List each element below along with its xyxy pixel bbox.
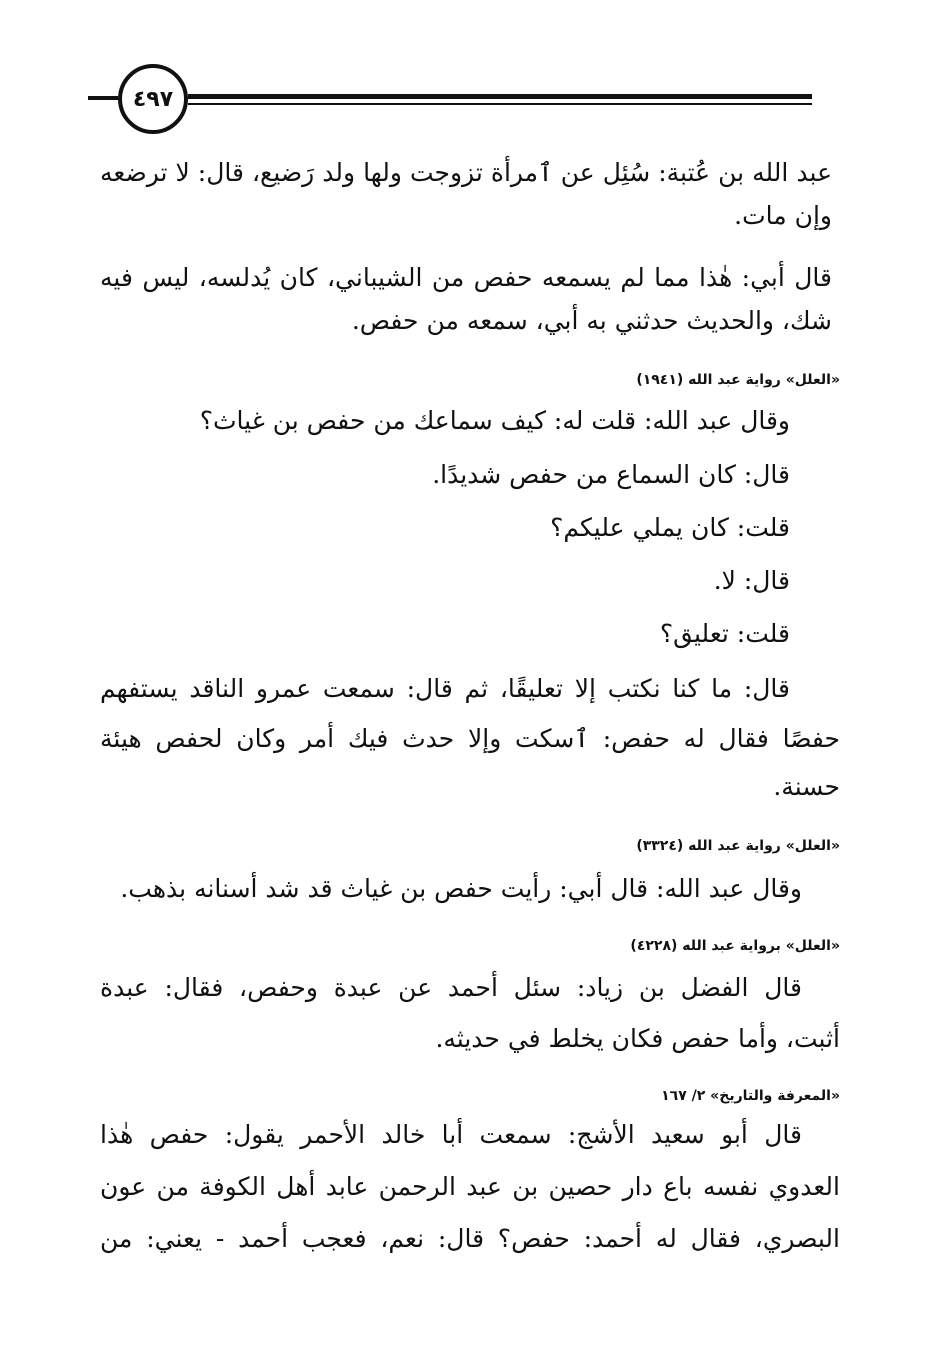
paragraph-3-line-5: قلت: تعليق؟ [659,619,790,648]
header-rule-left [88,96,118,100]
header-rule-thick [188,94,812,99]
paragraph-1-line-1: عبد الله بن عُتبة: سُئِل عن ٱمرأة تزوجت ولها ولد رَضيع، قال: لا ترضعه [100,158,832,187]
paragraph-3-line-6: قال: ما كنا نكتب إلا تعليقًا، ثم قال: سمعت عمرو الناقد يستفهم [100,674,790,703]
paragraph-3-line-8: حسنة. [773,772,840,801]
page-header [88,64,812,144]
paragraph-5-line-1: قال الفضل بن زياد: سئل أحمد عن عبدة وحفص، فقال: عبدة [100,973,802,1002]
source-citation-3: «العلل» برواية عبد الله (٤٢٢٨) [630,938,840,954]
paragraph-3-line-1: وقال عبد الله: قلت له: كيف سماعك من حفص بن غياث؟ [199,406,790,435]
paragraph-6-line-3: البصري، فقال له أحمد: حفص؟ قال: نعم، فعجب أحمد - يعني: من [100,1224,840,1253]
paragraph-2-line-2: شك، والحديث حدثني به أبي، سمعه من حفص. [351,306,832,335]
paragraph-3-line-4: قال: لا. [713,566,790,595]
paragraph-3-line-3: قلت: كان يملي عليكم؟ [550,513,790,542]
paragraph-6-line-1: قال أبو سعيد الأشج: سمعت أبا خالد الأحمر يقول: حفص هٰذا [100,1120,802,1149]
page-number-badge [118,64,188,134]
paragraph-6-line-2: العدوي نفسه باع دار حصين بن عبد الرحمن عابد أهل الكوفة من عون [100,1172,840,1201]
page-number: ٤٩٧ [132,86,174,112]
source-citation-4: «المعرفة والتاريخ» ٢/ ١٦٧ [661,1088,840,1104]
source-citation-2: «العلل» رواية عبد الله (٣٣٢٤) [636,838,840,854]
paragraph-1-line-2: وإن مات. [734,201,832,230]
paragraph-3-line-7: حفصًا فقال له حفص: ٱسكت وإلا حدث فيك أمر وكان لحفص هيئة [100,724,840,753]
paragraph-4-line-1: وقال عبد الله: قال أبي: رأيت حفص بن غياث قد شد أسنانه بذهب. [120,874,802,903]
paragraph-3-line-2: قال: كان السماع من حفص شديدًا. [432,460,790,489]
paragraph-2-line-1: قال أبي: هٰذا مما لم يسمعه حفص من الشيباني، كان يُدلسه، ليس فيه [100,263,832,292]
paragraph-5-line-2: أثبت، وأما حفص فكان يخلط في حديثه. [435,1024,840,1053]
source-citation-1: «العلل» رواية عبد الله (١٩٤١) [636,372,840,388]
header-rule-thin [188,103,812,105]
